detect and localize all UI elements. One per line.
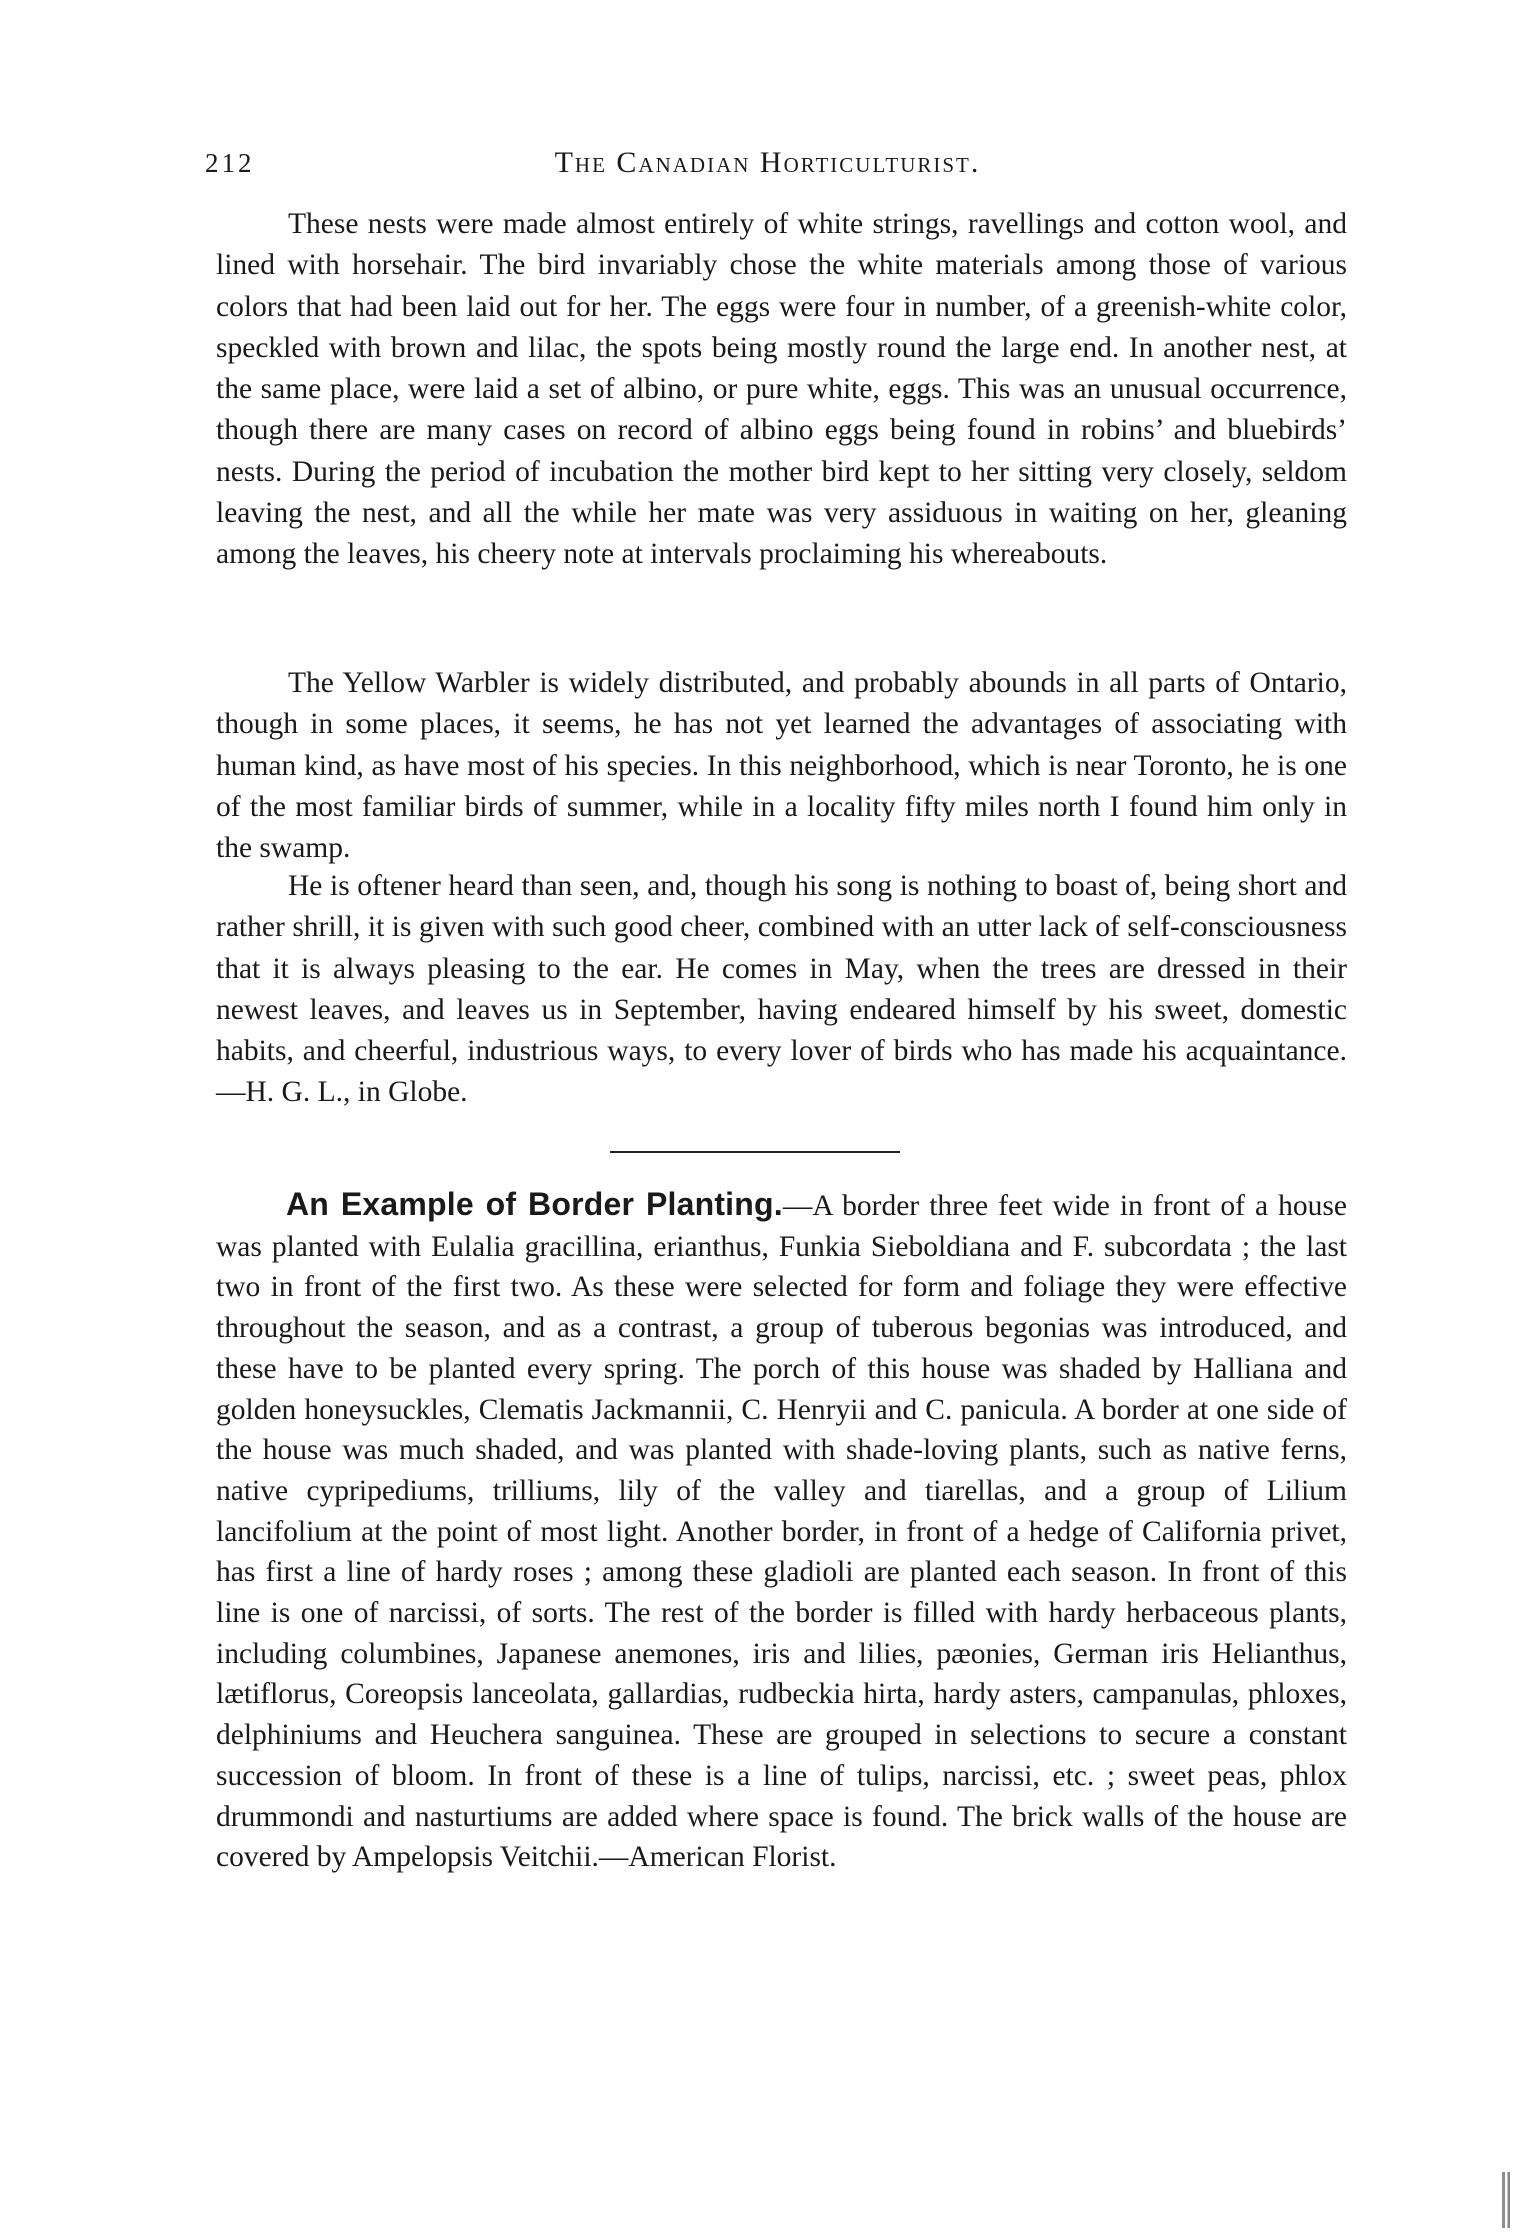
article-body: —A border three feet wide in front of a house was planted with Eulalia gracillina, erianthus, Funkia Sieboldiana and F. subcordata ; the last two in front of the first two. As these were selected for form and foliage they were effective throughout the season, and as a contrast, a group of tuberous begonias was introduced, and these have to be planted every spring. The porch of this house was shaded by Halliana and golden honeysuckles, Clematis Jackmannii, C. Henryii and C. panicula. A border at one side of the house was much shaded, and was planted with shade-loving plants, such as native ferns, native cypripediums, trilliums, lily of the valley and tiarellas, and a group of Lilium lancifolium at the point of most light. Another border, in front of a hedge of California privet, has first a line of hardy roses ; among these gladioli are planted each season. In front of this line is one of narcissi, of sorts. The rest of the border is filled with hardy herbaceous plants, including columbines, Japanese anemones, iris and lilies, pæonies, German iris Helianthus, lætiflorus, Coreopsis lanceolata, gallardias, rudbeckia hirta, hardy asters, campanulas, phloxes, delphiniums and Heuchera sanguinea. These are grouped in selections to secure a constant succession of bloom. In front of these is a line of tulips, narcissi, etc. ; sweet peas, phlox drummondi and nasturtiums are added where space is found. The brick walls of the house are covered by Ampelopsis Veitchii.—American Florist.: [216, 1190, 1348, 1874]
running-title: The Canadian Horticulturist.: [554, 146, 981, 179]
paragraph-song: He is oftener heard than seen, and, though his song is nothing to boast of, being short and rather shrill, it is given with such good cheer, combined with an utter lack of self-consciousness that it is always pleasing to the ear. He comes in May, when the trees are dressed in their newest leaves, and leaves us in September, having endeared himself by his sweet, domestic habits, and cheerful, industrious ways, to every lover of birds who has made his acquaintance.—H. G. L., in Globe.: [216, 870, 1347, 1109]
paragraph-border-planting: [216, 1184, 1347, 1878]
page-number: 212: [205, 148, 255, 178]
paragraph-yellow-warbler: The Yellow Warbler is widely distributed, and probably abounds in all parts of Ontario, though in some places, it seems, he has not yet learned the advantages of associating with human kind, as have most of his species. In this neighborhood, which is near Toronto, he is one of the most familiar birds of summer, while in a locality fifty miles north I found him only in the swamp.: [216, 667, 1347, 865]
paragraph-nests: These nests were made almost entirely of white strings, ravellings and cotton wool, and lined with horsehair. The bird invariably chose the white materials among those of various colors that had been laid out for her. The eggs were four in number, of a greenish-white color, speckled with brown and lilac, the spots being mostly round the large end. In another nest, at the same place, were laid a set of albino, or pure white, eggs. This was an unusual occurrence, though there are many cases on record of albino eggs being found in robins’ and bluebirds’ nests. During the period of incubation the mother bird kept to her sitting very closely, seldom leaving the nest, and all the while her mate was very assiduous in waiting on her, gleaning among the leaves, his cheery note at intervals proclaiming his whereabouts.: [216, 208, 1347, 571]
page-header: [205, 146, 1330, 186]
scan-edge-mark: [1502, 2172, 1512, 2228]
article-heading: An Example of Border Planting.: [286, 1186, 783, 1222]
section-divider: [610, 1151, 900, 1153]
